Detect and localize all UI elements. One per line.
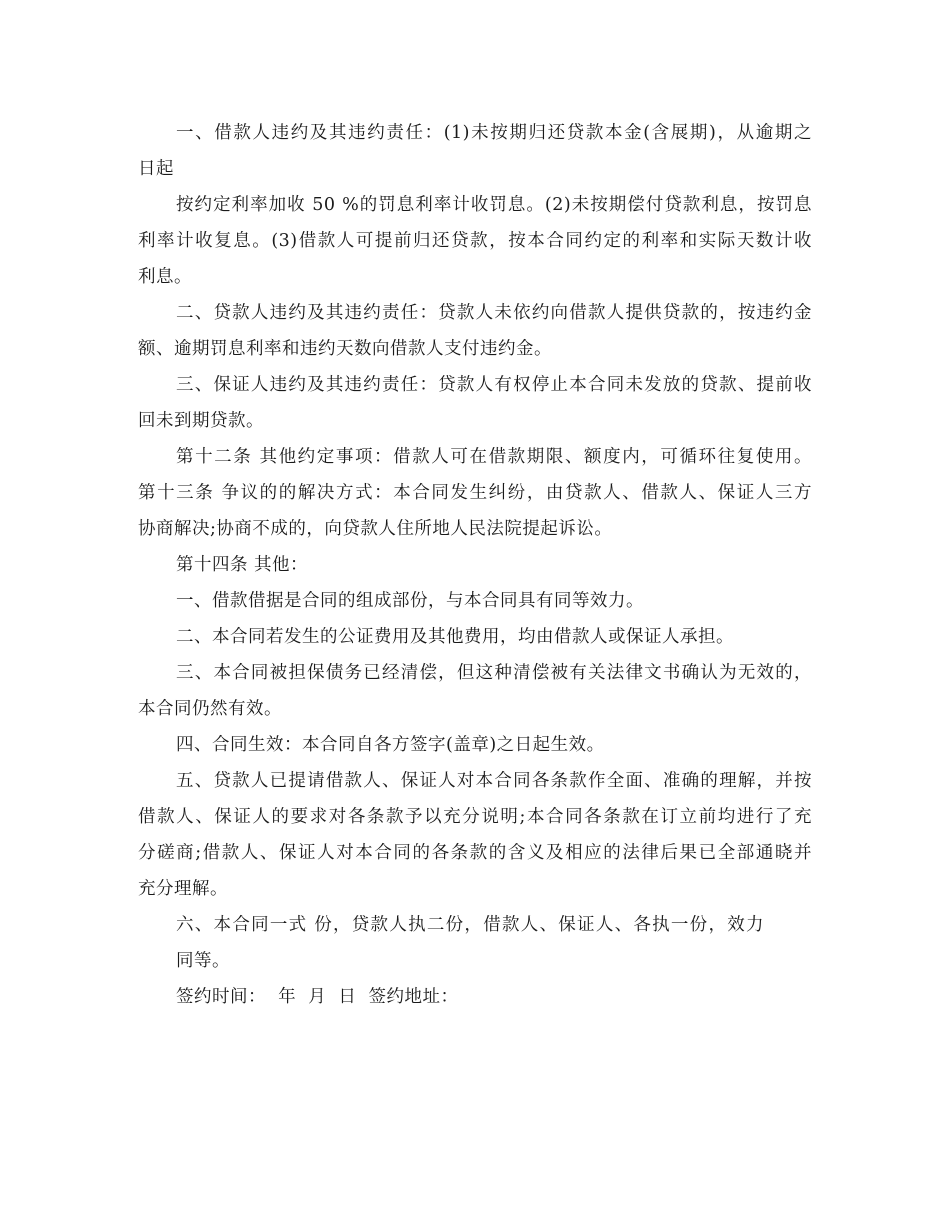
text-line: 二、本合同若发生的公证费用及其他费用，均由借款人或保证人承担。 [176,627,734,647]
text-line: 协商解决;协商不成的，向贷款人住所地人民法院提起诉讼。 [138,519,613,539]
text-line: 按约定利率加收 50 %的罚息利率计收罚息。(2)未按期偿付贷款利息，按罚息 [176,195,812,215]
text-line: 回未到期贷款。 [138,411,264,431]
text-line: 利息。 [138,267,192,287]
text-line: 四、合同生效：本合同自各方签字(盖章)之日起生效。 [176,735,605,755]
text-line: 六、本合同一式 份，贷款人执二份，借款人、保证人、各执一份，效力 [176,915,764,935]
text-line: 一、借款借据是合同的组成部份，与本合同具有同等效力。 [176,591,644,611]
text-line: 第十三条 争议的的解决方式：本合同发生纠纷，由贷款人、借款人、保证人三方 [138,483,812,503]
text-line: 借款人、保证人的要求对各条款予以充分说明;本合同各条款在订立前均进行了充 [138,807,812,827]
text-line: 第十四条 其他： [176,555,309,575]
text-line: 同等。 [176,951,230,971]
text-line: 本合同仍然有效。 [138,699,282,719]
text-line: 利率计收复息。(3)借款人可提前归还贷款，按本合同约定的利率和实际天数计收 [138,231,812,251]
text-line: 三、保证人违约及其违约责任：贷款人有权停止本合同未发放的贷款、提前收 [176,375,812,395]
text-line: 第十二条 其他约定事项：借款人可在借款期限、额度内，可循环往复使用。 [176,447,812,467]
text-line: 日起 [138,159,174,179]
text-line: 一、借款人违约及其违约责任：(1)未按期归还贷款本金(含展期)，从逾期之 [176,123,812,143]
text-line: 充分理解。 [138,879,228,899]
text-line: 额、逾期罚息利率和违约天数向借款人支付违约金。 [138,339,552,359]
text-line: 签约时间： 年 月 日 签约地址： [176,987,459,1007]
text-line: 三、本合同被担保债务已经清偿，但这种清偿被有关法律文书确认为无效的， [176,663,812,683]
text-line: 分磋商;借款人、保证人对本合同的各条款的含义及相应的法律后果已全部通晓并 [138,843,812,863]
text-line: 二、贷款人违约及其违约责任：贷款人未依约向借款人提供贷款的，按违约金 [176,303,812,323]
text-line: 五、贷款人已提请借款人、保证人对本合同各条款作全面、准确的理解，并按 [176,771,812,791]
